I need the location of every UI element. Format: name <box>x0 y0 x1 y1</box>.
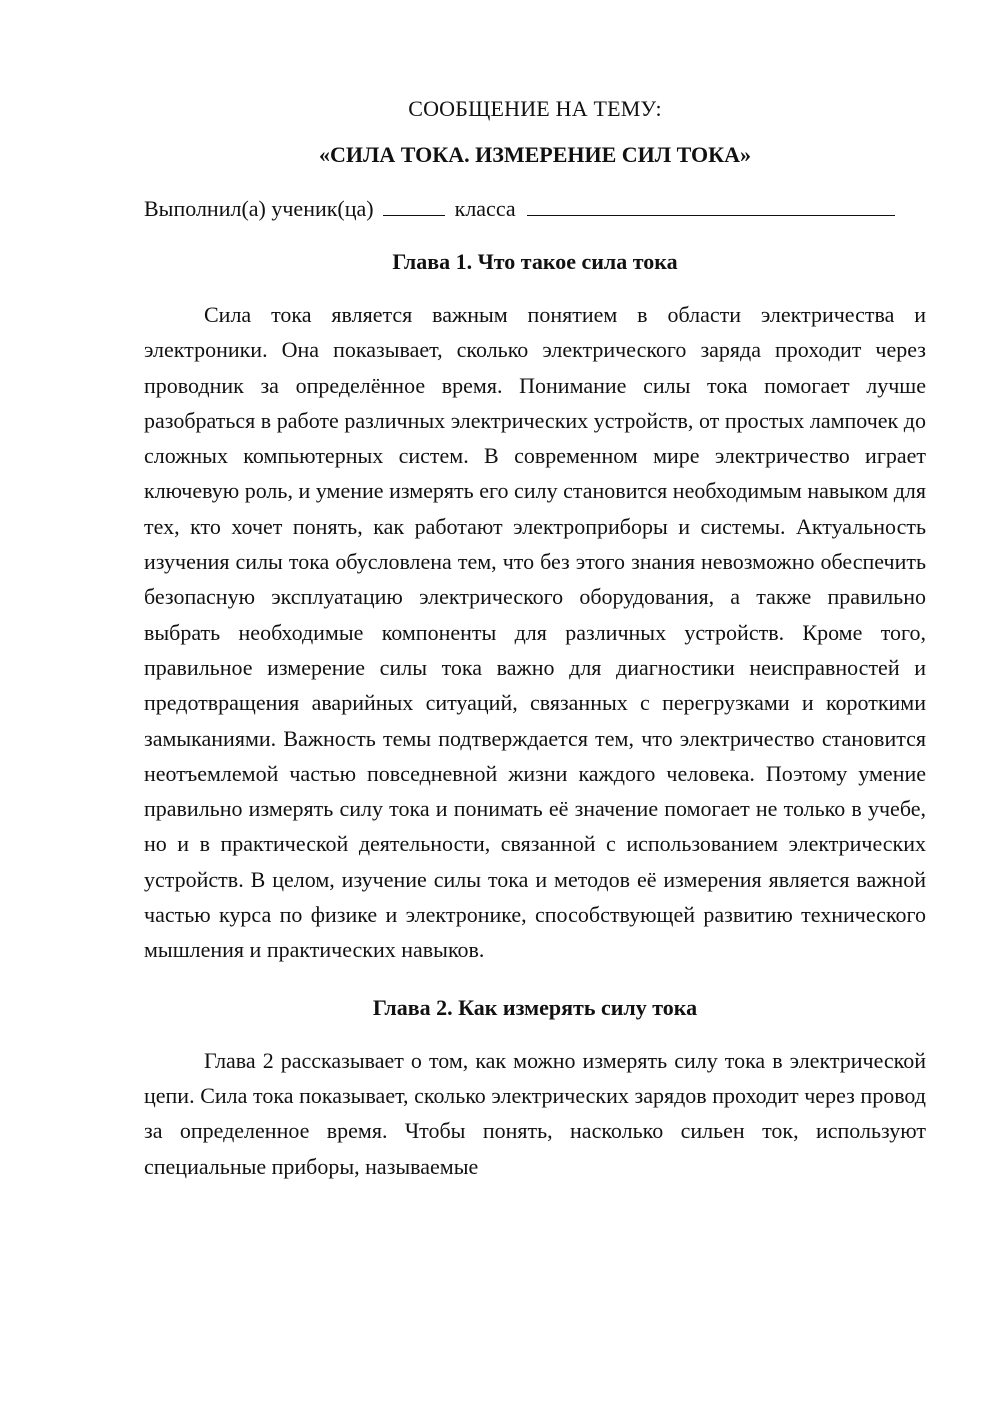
author-name-blank <box>527 193 895 216</box>
class-label: класса <box>454 196 516 221</box>
document-heading-label: СООБЩЕНИЕ НА ТЕМУ: <box>408 96 662 121</box>
chapter-2 <box>144 993 926 1184</box>
chapter-title: Глава 2. Как измерять силу тока <box>372 994 698 1020</box>
chapter-paragraph: Сила тока является важным понятием в области электричества и электроники. Она показывает, сколько электрического заряда проходит через проводник за определённое время. Понимание силы тока помогает лучше разобраться в работе различных электрических устройств, от простых лампочек до сложных компьютерных систем. В современном мире электричество играет ключевую роль, и умение измерять его силу становится необходимым навыком для тех, кто хочет понять, как работают электроприборы и системы. Актуальность изучения силы тока обусловлена тем, что без этого знания невозможно обеспечить безопасную эксплуатацию электрического оборудования, а также правильно выбрать необходимые компоненты для различных устройств. Кроме того, правильное измерение силы тока важно для диагностики неисправностей и предотвращения аварийных ситуаций, связанных с перегрузками и короткими замыканиями. Важность темы подтверждается тем, что электричество становится неотъемлемой частью повседневной жизни каждого человека. Поэтому умение правильно измерять силу тока и понимать её значение помогает не только в учебе, но и в практической деятельности, связанной с использованием электрических устройств. В целом, изучение силы тока и методов её измерения является важной частью курса по физике и электронике, способствующей развитию технического мышления и практических навыков. <box>144 302 926 963</box>
document-title: «СИЛА ТОКА. ИЗМЕРЕНИЕ СИЛ ТОКА» <box>318 142 752 167</box>
author-prefix: Выполнил(а) ученик(ца) <box>144 196 374 221</box>
chapter-title: Глава 1. Что такое сила тока <box>392 249 678 274</box>
class-number-blank <box>383 193 445 216</box>
author-line <box>144 193 926 224</box>
chapter-1 <box>144 247 926 968</box>
chapter-paragraph: Глава 2 рассказывает о том, как можно измерять силу тока в электрической цепи. Сила тока показывает, сколько электрических зарядов проходит через провод за определенное время. Чтобы понять, насколько сильен ток, используют специальные приборы, называемые <box>144 1047 926 1179</box>
